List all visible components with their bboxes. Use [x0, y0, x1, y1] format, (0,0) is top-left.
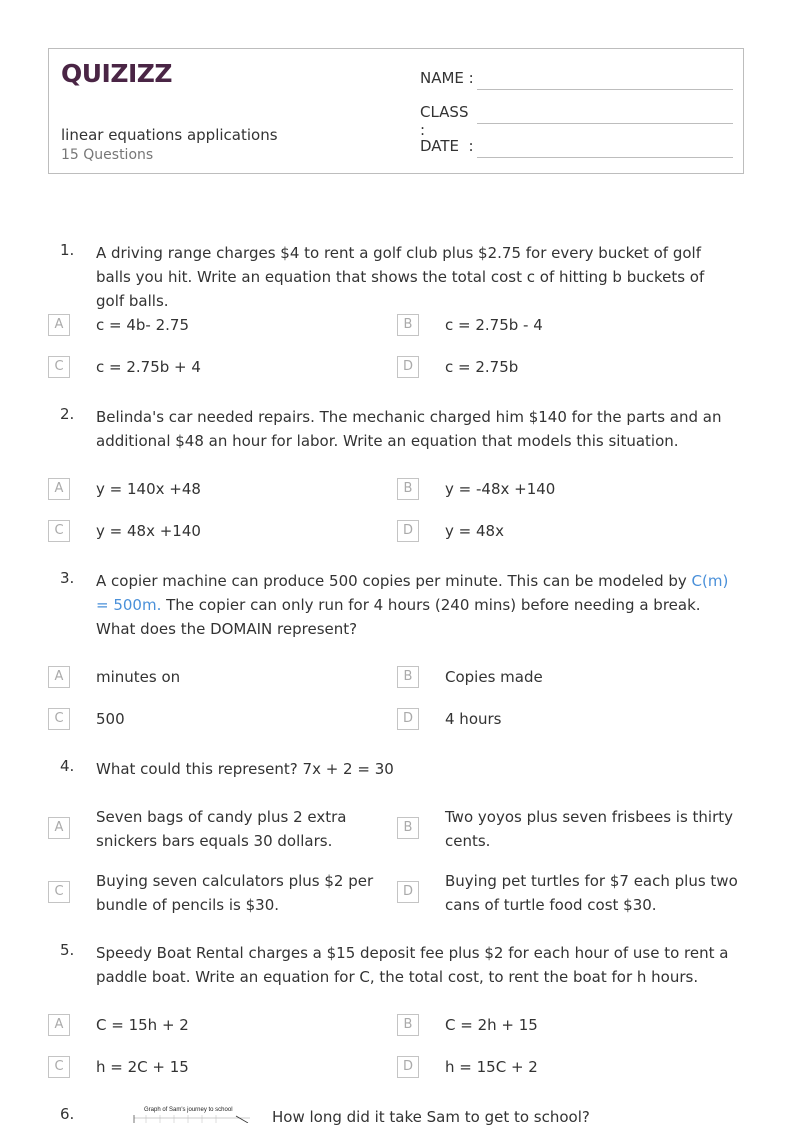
question-number: 3.: [60, 569, 75, 587]
option-letter-box: C: [48, 520, 70, 542]
function-highlight: C(m) = 500m.: [96, 572, 729, 614]
worksheet-header: [48, 48, 744, 174]
date-label: DATE :: [420, 137, 474, 155]
journey-graph-svg: [132, 1104, 250, 1123]
journey-graph-image: [132, 1104, 250, 1123]
graph-line-segment: [236, 1116, 248, 1123]
option-letter-box: C: [48, 356, 70, 378]
class-label: CLASS :: [420, 103, 469, 139]
name-label: NAME :: [420, 69, 474, 87]
question-text: How long did it take Sam to get to school?: [272, 1108, 590, 1126]
option-letter-box: B: [397, 478, 419, 500]
question-number: 1.: [60, 241, 75, 259]
option-letter-box: D: [397, 1056, 419, 1078]
option-letter-box: D: [397, 708, 419, 730]
option-letter-box: C: [48, 881, 70, 903]
question-text-part: The copier can only run for 4 hours (240 mins) before needing a break.: [161, 596, 701, 614]
quizizz-logo: QUIZIZZ: [61, 59, 173, 88]
option-letter-box: A: [48, 1014, 70, 1036]
option-letter-box: D: [397, 356, 419, 378]
question-number: 6.: [60, 1105, 75, 1123]
option-text: y = 140x +48: [96, 480, 201, 498]
option-letter-box: A: [48, 314, 70, 336]
option-text: Copies made: [445, 668, 543, 686]
question-count: 15 Questions: [61, 147, 154, 163]
name-line[interactable]: [477, 89, 733, 90]
name-field: [420, 69, 476, 87]
option-letter-box: D: [397, 881, 419, 903]
option-letter-box: B: [397, 1014, 419, 1036]
option-text: y = -48x +140: [445, 480, 556, 498]
option-text: C = 15h + 2: [96, 1016, 189, 1034]
option-text: h = 15C + 2: [445, 1058, 538, 1076]
option-letter-box: A: [48, 478, 70, 500]
option-text: y = 48x +140: [96, 522, 201, 540]
option-text: c = 2.75b - 4: [445, 316, 543, 334]
date-line[interactable]: [477, 157, 733, 158]
question-text-part: A copier machine can produce 500 copies per minute. This can be modeled by: [96, 572, 692, 590]
question-text: Speedy Boat Rental charges a $15 deposit fee plus $2 for each hour of use to rent a paddle boat. Write an equation for C, the total cost, to rent the boat for h hours.: [96, 944, 729, 986]
question-number: 4.: [60, 757, 75, 775]
option-text: y = 48x: [445, 522, 504, 540]
question-text: What could this represent? 7x + 2 = 30: [96, 760, 394, 778]
option-letter-box: B: [397, 666, 419, 688]
worksheet-title: linear equations applications: [61, 126, 278, 144]
option-text: minutes on: [96, 668, 181, 686]
option-text: c = 2.75b: [445, 358, 519, 376]
question-number: 2.: [60, 405, 75, 423]
question-text: Belinda's car needed repairs. The mechanic charged him $140 for the parts and an additional $48 an hour for labor. Write an equation that models this situation.: [96, 408, 722, 450]
option-text: h = 2C + 15: [96, 1058, 189, 1076]
option-text: c = 2.75b + 4: [96, 358, 201, 376]
option-letter-box: A: [48, 666, 70, 688]
question-text-part: What does the DOMAIN represent?: [96, 620, 358, 638]
option-letter-box: D: [397, 520, 419, 542]
question-text: A driving range charges $4 to rent a golf club plus $2.75 for every bucket of golf balls you hit. Write an equation that shows the total cost c of hitting b buckets of golf balls.: [96, 244, 705, 310]
option-text: Seven bags of candy plus 2 extra snickers bars equals 30 dollars.: [96, 808, 347, 850]
option-text: Buying seven calculators plus $2 per bundle of pencils is $30.: [96, 872, 374, 914]
option-text: Buying pet turtles for $7 each plus two cans of turtle food cost $30.: [445, 872, 738, 914]
question-text: [96, 569, 736, 641]
question-number: 5.: [60, 941, 75, 959]
option-text: 4 hours: [445, 710, 502, 728]
option-letter-box: C: [48, 708, 70, 730]
option-letter-box: C: [48, 1056, 70, 1078]
graph-title: Graph of Sam's journey to school: [144, 1107, 233, 1113]
option-text: c = 4b- 2.75: [96, 316, 189, 334]
option-letter-box: A: [48, 817, 70, 839]
option-letter-box: B: [397, 817, 419, 839]
date-field: [420, 137, 476, 155]
class-line[interactable]: [477, 123, 733, 124]
option-text: Two yoyos plus seven frisbees is thirty cents.: [445, 808, 734, 850]
option-text: 500: [96, 710, 125, 728]
class-field: [420, 103, 476, 139]
option-letter-box: B: [397, 314, 419, 336]
option-text: C = 2h + 15: [445, 1016, 538, 1034]
